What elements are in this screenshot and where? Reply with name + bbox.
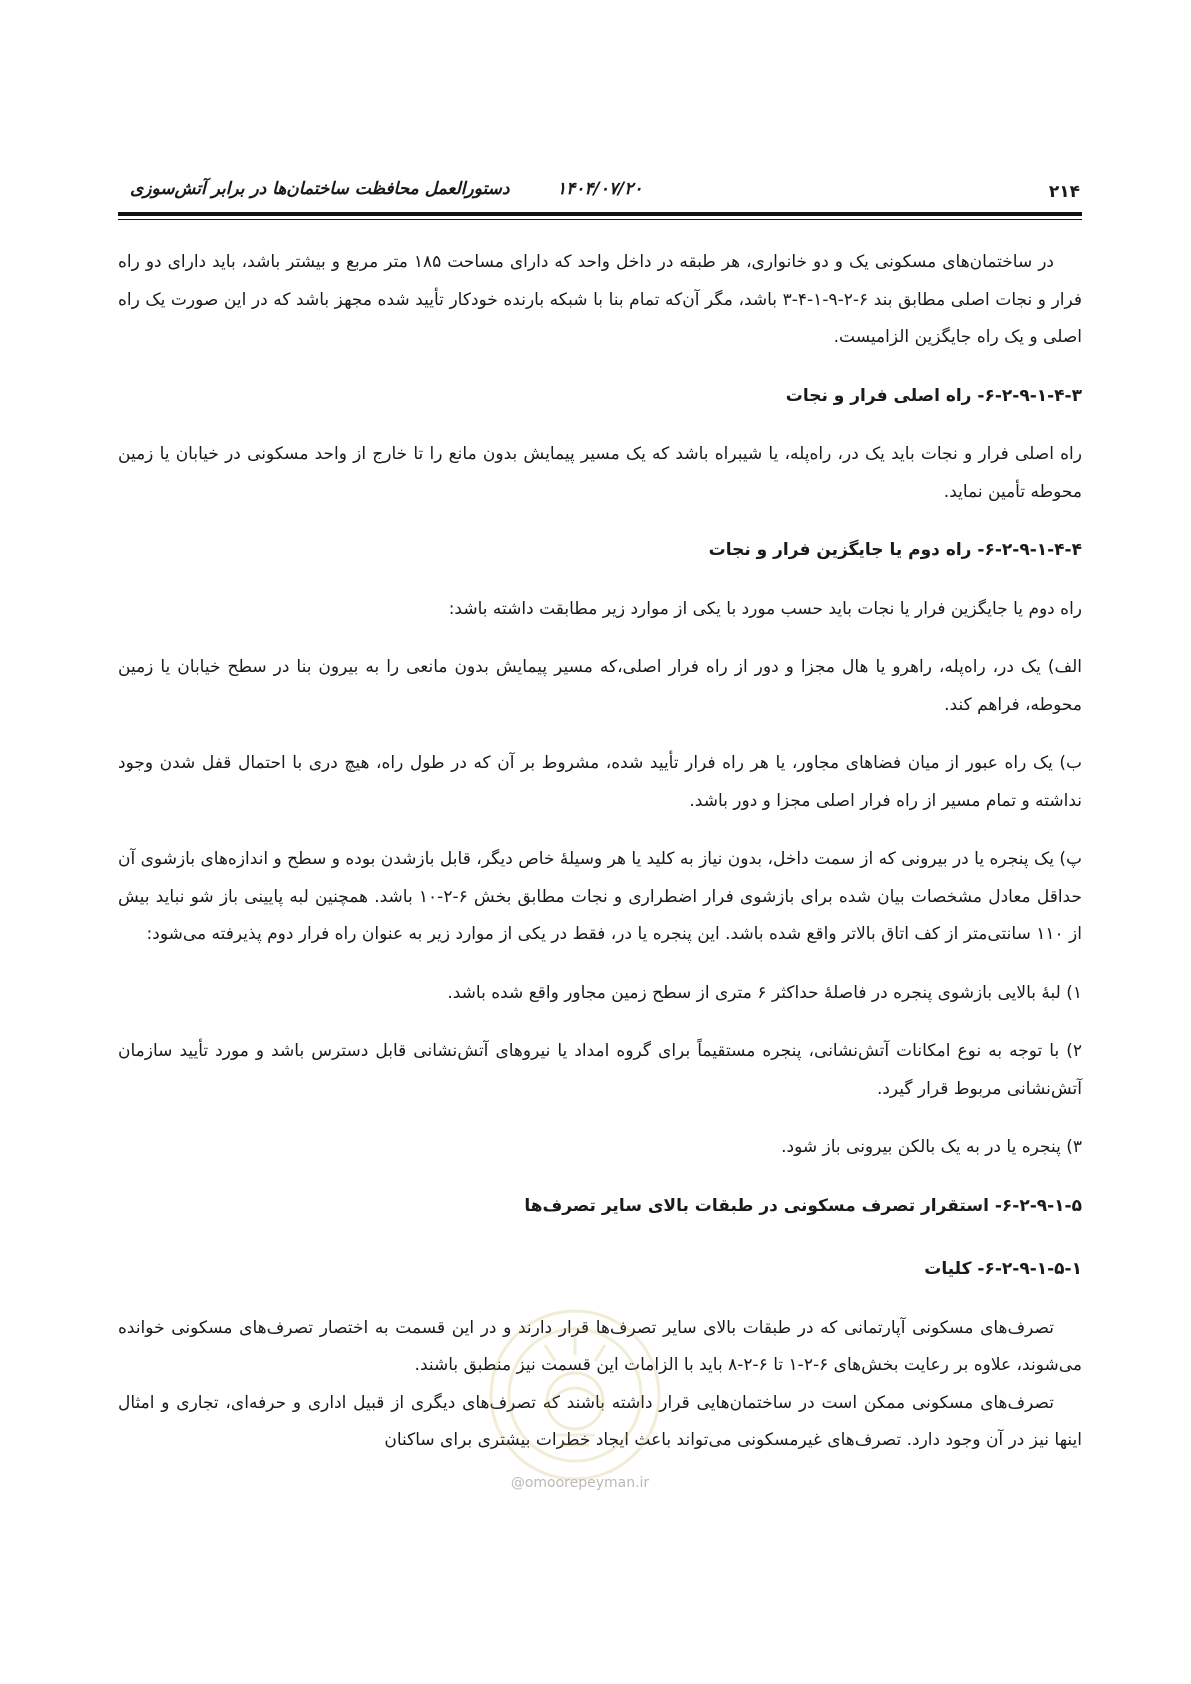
header-rule-thick bbox=[118, 212, 1082, 216]
page-header bbox=[120, 170, 1080, 210]
watermark-seal-icon bbox=[485, 1305, 665, 1485]
list-item-3: ۳) پنجره یا در به یک بالکن بیرونی باز شود. bbox=[781, 1137, 1082, 1157]
paragraph-second-intro: راه دوم یا جایگزین فرار یا نجات باید حسب مورد با یکی از موارد زیر مطابقت داشته باشد: bbox=[448, 598, 1082, 619]
paragraph-intro: در ساختمان‌های مسکونی یک و دو خانواری، هر طبقه در داخل واحد که دارای مساحت ۱۸۵ متر مربع و بیشتر باشد، باید دارای دو راه فرار و نجات اصلی مطابق بند ۶-۲-۹-۱-۴-۳ باشد، مگر آن‌که تمام بنا با شبکه بارنده خودکار تأیید شده مجهز باشد که در این صورت یک راه اصلی و یک راه جایگزین الزامیست. bbox=[118, 252, 1083, 347]
list-item-alef: الف) یک در، راه‌پله، راهرو یا هال مجزا و دور از راه فرار اصلی،که مسیر پیمایش بدون مانعی را به بیرون بنا در سطح خیابان یا زمین محوطه، فراهم کند. bbox=[118, 657, 1082, 715]
list-item-1: ۱) لبهٔ بالایی بازشوی پنجره در فاصلهٔ حداکثر ۶ متری از سطح زمین مجاور واقع شده باشد. bbox=[447, 982, 1082, 1003]
heading-mixed-use: ۶-۲-۹-۱-۵- استقرار تصرف مسکونی در طبقات بالای سایر تصرف‌ها bbox=[524, 1195, 1082, 1216]
watermark-seal bbox=[491, 1311, 659, 1479]
header-date: ۱۴۰۴/۰۷/۲۰ bbox=[557, 179, 643, 199]
list-item-2: ۲) با توجه به نوع امکانات آتش‌نشانی، پنجره مستقیماً برای گروه امداد یا نیروهای آتش‌نشانی قابل دسترس باشد و مورد تأیید سازمان آتش‌نشانی مربوط قرار گیرد. bbox=[118, 1041, 1082, 1099]
header-rule-thin bbox=[118, 219, 1082, 220]
paragraph-general-2: تصرف‌های مسکونی ممکن است در ساختمان‌هایی قرار داشته باشند که تصرف‌های دیگری از قبیل اداری و حرفه‌ای، تجاری و امثال اینها نیز در آن وجود دارد. تصرف‌های غیرمسکونی می‌تواند باعث ایجاد خطرات بیشتری برای ساکنان bbox=[118, 1392, 1082, 1450]
paragraph-general-1: تصرف‌های مسکونی آپارتمانی که در طبقات بالای سایر تصرف‌ها قرار دارند و در این قسمت به اختصار تصرف‌های مسکونی خوانده می‌شوند، علاوه بر رعایت بخش‌های ۶-۲-۱ تا ۶-۲-۸ باید با الزامات این قسمت نیز منطبق باشند. bbox=[118, 1317, 1082, 1375]
page-number: ۲۱۴ bbox=[1048, 182, 1080, 202]
heading-second-exit: ۶-۲-۹-۱-۴-۴- راه دوم یا جایگزین فرار و نجات bbox=[708, 540, 1082, 560]
list-item-be: ب) یک راه عبور از میان فضاهای مجاور، یا هر راه فرار تأیید شده، مشروط بر آن که در طول راه، هیچ دری با احتمال قفل شدن وجود نداشته و تمام مسیر از راه فرار اصلی مجزا و دور باشد. bbox=[118, 753, 1082, 811]
watermark-site: @omoorepeyman.ir bbox=[510, 1475, 650, 1491]
list-item-pe: پ) یک پنجره یا در بیرونی که از سمت داخل، بدون نیاز به کلید یا هر وسیلهٔ خاص دیگر، قابل بازشدن بوده و سطح و اندازه‌های بازشوی آن حداقل معادل مشخصات بیان شده برای بازشوی فرار اضطراری و نجات مطابق بخش ۶-۲-۱۰ باشد. همچنین لبه پایینی باز شو نباید بیش از ۱۱۰ سانتی‌متر از کف اتاق بالاتر واقع شده باشد. این پنجره یا در، فقط در یکی از موارد زیر به عنوان راه فرار دوم پذیرفته می‌شود: bbox=[118, 849, 1082, 944]
header-title: دستورالعمل محافظت ساختمان‌ها در برابر آتش‌سوزی bbox=[130, 179, 510, 199]
heading-main-exit: ۶-۲-۹-۱-۴-۳- راه اصلی فرار و نجات bbox=[785, 385, 1082, 406]
paragraph-main-exit: راه اصلی فرار و نجات باید یک در، راه‌پله، یا شیبراه باشد که یک مسیر پیمایش بدون مانع را تا خارج از واحد مسکونی در خیابان یا زمین محوطه تأمین نماید. bbox=[118, 444, 1082, 502]
heading-general: ۶-۲-۹-۱-۵-۱- کلیات bbox=[924, 1259, 1082, 1279]
page-body bbox=[118, 244, 1082, 1460]
